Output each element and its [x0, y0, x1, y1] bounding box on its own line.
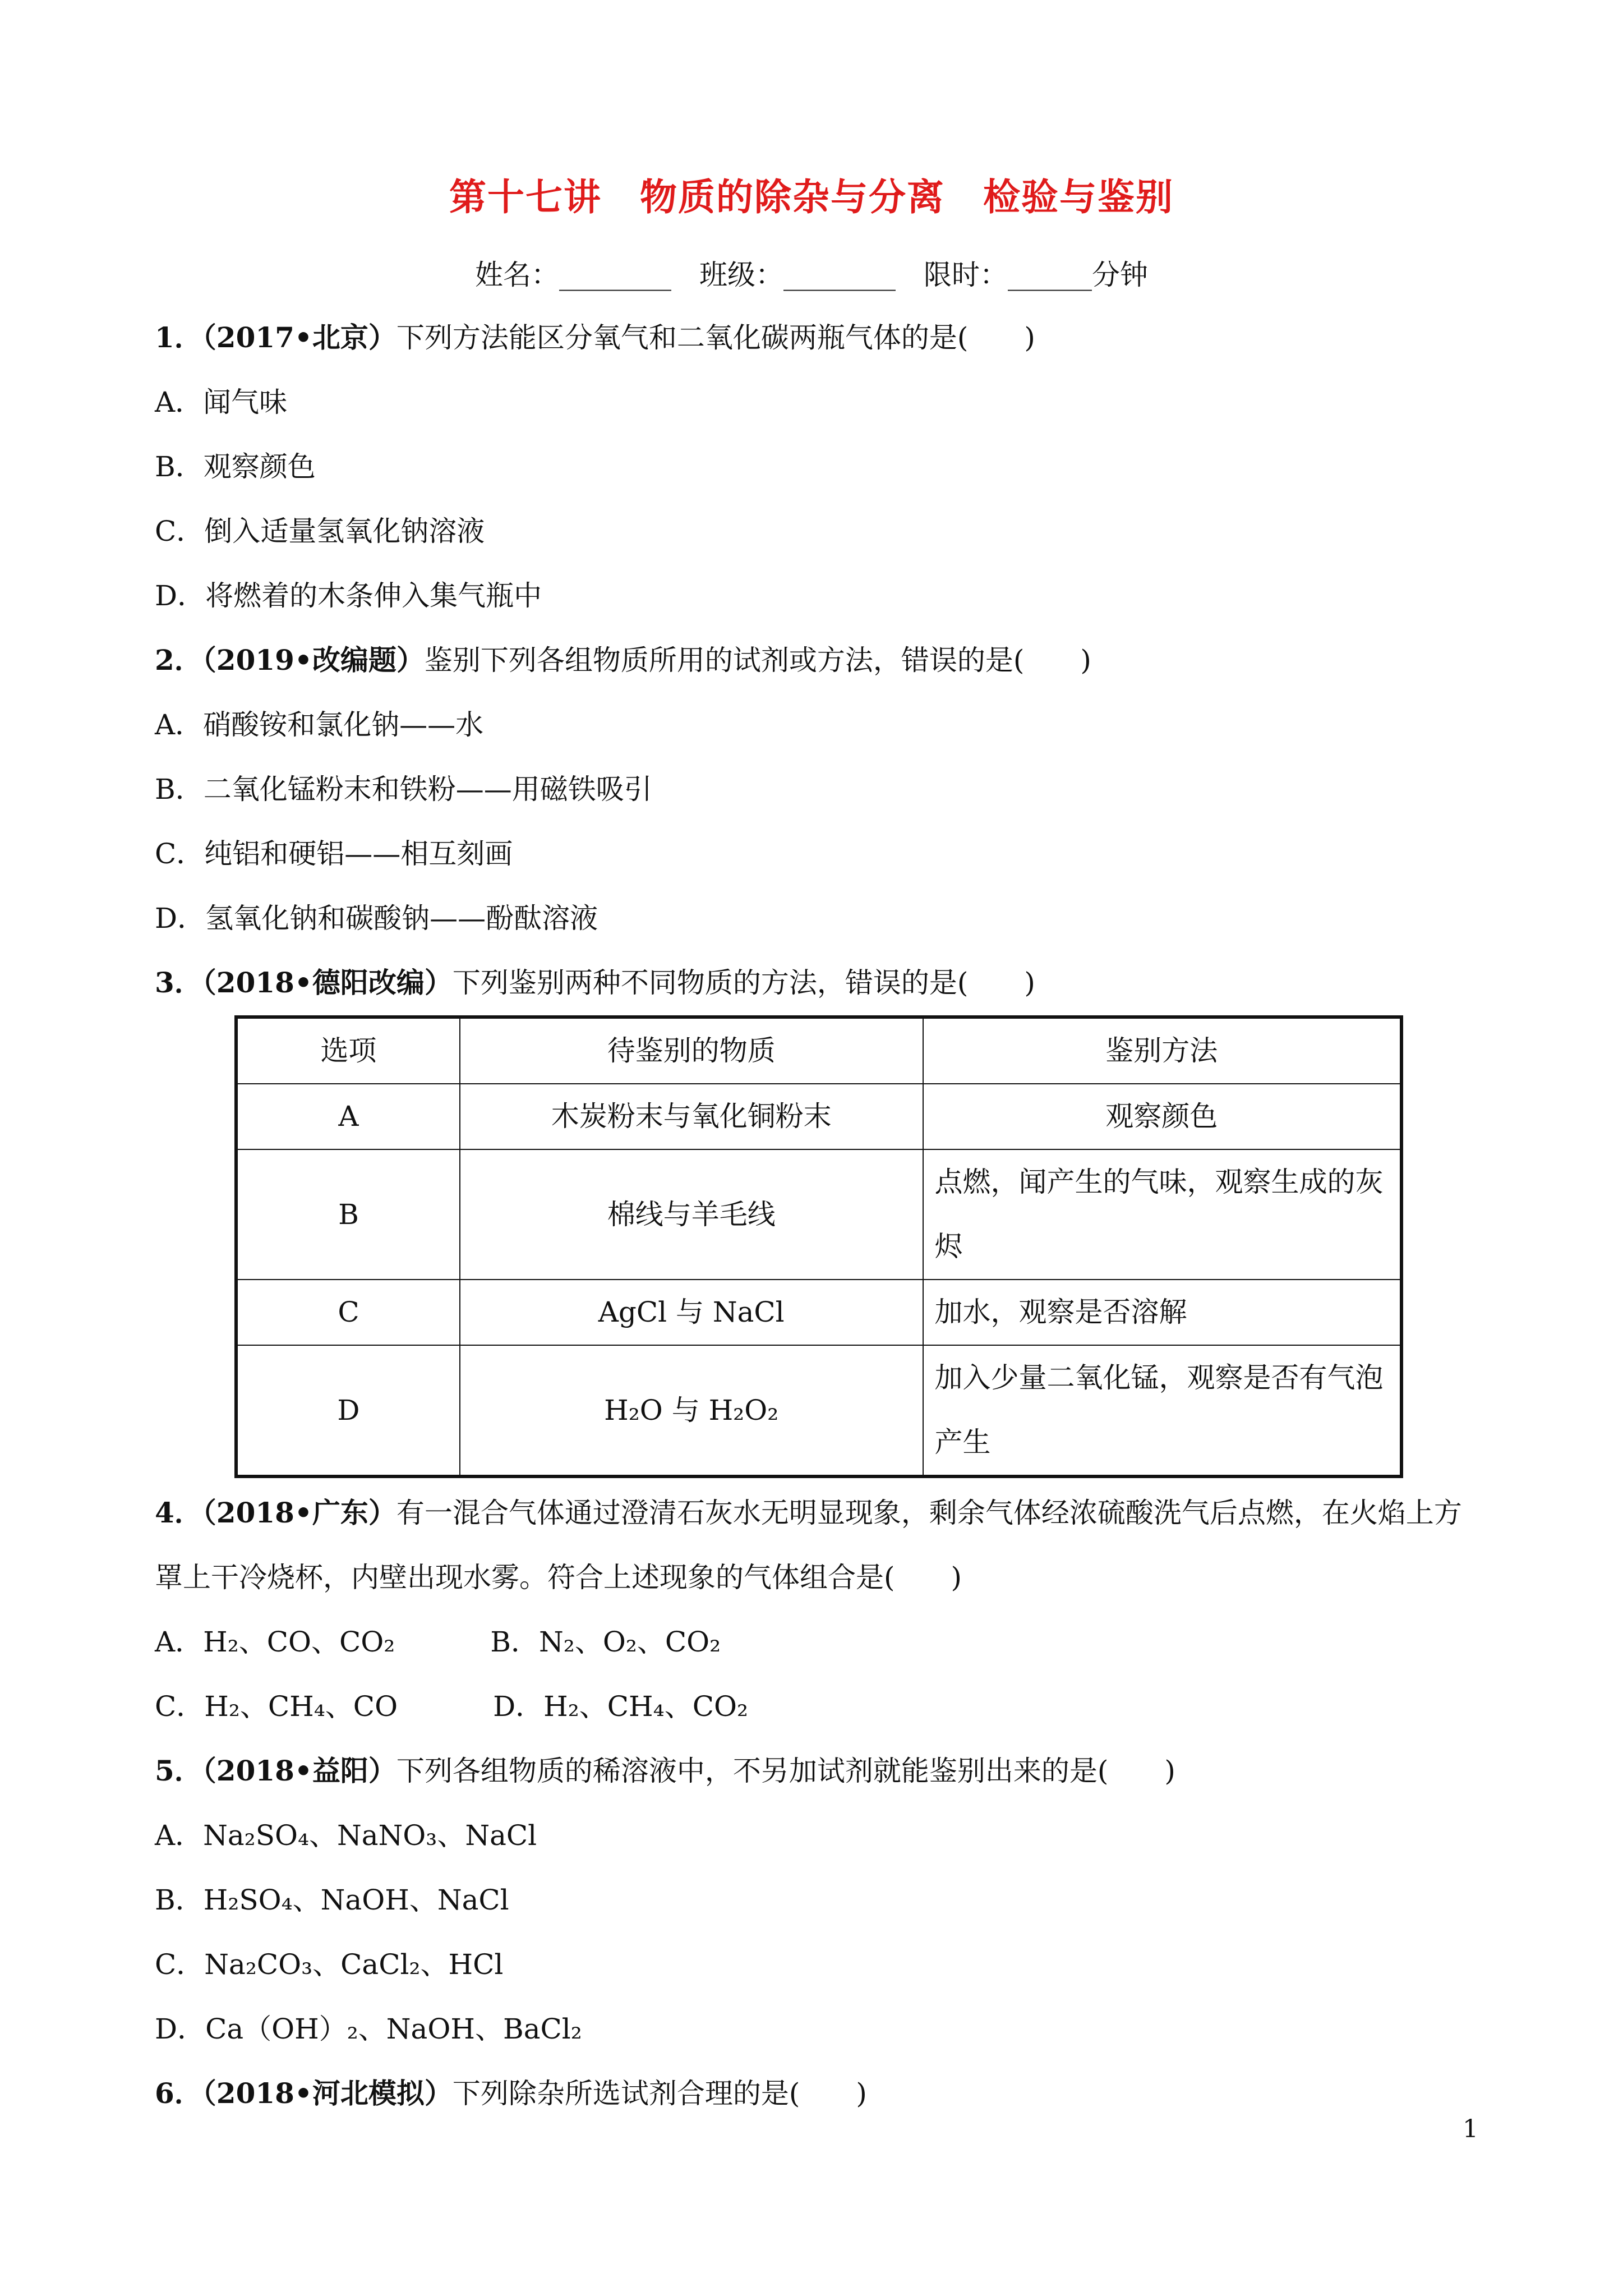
- table-cell: 加入少量二氧化锰，观察是否有气泡产生: [923, 1345, 1401, 1476]
- header-cell: 待鉴别的物质: [460, 1017, 923, 1084]
- table-row: [236, 1280, 1401, 1345]
- option-row: [155, 1624, 721, 1660]
- option-d: D．将燃着的木条伸入集气瓶中: [155, 579, 542, 612]
- question-stem: 下列除杂所选试剂合理的是( ): [452, 2077, 867, 2110]
- question-4: [155, 1495, 1462, 1531]
- option-d: D．Ca（OH）₂、NaOH、BaCl₂: [155, 2013, 582, 2045]
- question-source: （2018•益阳）: [202, 1754, 396, 1787]
- table-cell: 棉线与羊毛线: [460, 1149, 923, 1280]
- question-stem: 鉴别下列各组物质所用的试剂或方法，错误的是( ): [424, 644, 1091, 677]
- question-number: 3．: [155, 966, 202, 999]
- option-b: B．N₂、O₂、CO₂: [490, 1626, 721, 1658]
- question-number: 2．: [155, 643, 202, 677]
- question-1: [155, 320, 1035, 356]
- question-stem-line-2: 罩上干冷烧杯，内壁出现水雾。符合上述现象的气体组合是( ): [155, 1561, 962, 1594]
- question-stem: 下列各组物质的稀溶液中，不另加试剂就能鉴别出来的是( ): [396, 1755, 1175, 1787]
- question-6: [155, 2076, 867, 2111]
- option-a: A．硝酸铵和氯化钠——水: [155, 708, 484, 741]
- question-5: [155, 1753, 1175, 1789]
- option-row: [155, 1688, 748, 1724]
- table-cell: A: [236, 1084, 460, 1149]
- header-cell: 选项: [236, 1017, 460, 1084]
- table-cell: H₂O 与 H₂O₂: [460, 1345, 923, 1476]
- table-cell: AgCl 与 NaCl: [460, 1280, 923, 1345]
- question-number: 5．: [155, 1754, 202, 1787]
- table-cell: 加水，观察是否溶解: [923, 1280, 1401, 1345]
- option-c: C．倒入适量氢氧化钠溶液: [155, 515, 485, 547]
- option-d: D．氢氧化钠和碳酸钠——酚酞溶液: [155, 902, 598, 935]
- option-b: B．二氧化锰粉末和铁粉——用磁铁吸引: [155, 773, 652, 806]
- option-b: B．观察颜色: [155, 450, 316, 483]
- header-cell: 鉴别方法: [923, 1017, 1401, 1084]
- student-info-line: 姓名：________ 班级：________ 限时：______分钟: [475, 259, 1148, 291]
- question-2: [155, 642, 1091, 678]
- question-source: （2018•德阳改编）: [202, 966, 453, 999]
- table-row: [236, 1084, 1401, 1149]
- option-b: B．H₂SO₄、NaOH、NaCl: [155, 1884, 509, 1916]
- table-cell: C: [236, 1280, 460, 1345]
- question-source: （2018•广东）: [202, 1496, 396, 1529]
- question-3: [155, 965, 1035, 1001]
- table-cell: D: [236, 1345, 460, 1476]
- question-source: （2018•河北模拟）: [202, 2077, 453, 2110]
- option-c: C．H₂、CH₄、CO: [155, 1690, 398, 1723]
- question-source: （2019•改编题）: [202, 643, 425, 677]
- option-c: C．纯铝和硬铝——相互刻画: [155, 838, 513, 870]
- option-a: A．闻气味: [155, 386, 288, 418]
- option-d: D．H₂、CH₄、CO₂: [493, 1690, 748, 1723]
- question-source: （2017•北京）: [202, 321, 396, 354]
- question-stem-line-1: 有一混合气体通过澄清石灰水无明显现象，剩余气体经浓硫酸洗气后点燃，在火焰上方: [396, 1497, 1462, 1529]
- option-c: C．Na₂CO₃、CaCl₂、HCl: [155, 1948, 504, 1981]
- question-stem: 下列方法能区分氧气和二氧化碳两瓶气体的是( ): [396, 321, 1035, 354]
- question-number: 4．: [155, 1496, 202, 1529]
- question-stem: 下列鉴别两种不同物质的方法，错误的是( ): [452, 967, 1035, 999]
- table-header-row: [236, 1017, 1401, 1084]
- option-a: A．Na₂SO₄、NaNO₃、NaCl: [155, 1819, 537, 1852]
- table-row: [236, 1149, 1401, 1280]
- question-number: 1．: [155, 321, 202, 354]
- table-cell: 木炭粉末与氧化铜粉末: [460, 1084, 923, 1149]
- question-number: 6．: [155, 2077, 202, 2110]
- table-row: [236, 1345, 1401, 1476]
- table-cell: 观察颜色: [923, 1084, 1401, 1149]
- page-number: 1: [1463, 2115, 1478, 2143]
- table-cell: B: [236, 1149, 460, 1280]
- page-title: 第十七讲 物质的除杂与分离 检验与鉴别: [449, 175, 1174, 219]
- option-a: A．H₂、CO、CO₂: [155, 1626, 395, 1658]
- identification-table: [234, 1015, 1403, 1478]
- table-cell: 点燃，闻产生的气味，观察生成的灰烬: [923, 1149, 1401, 1280]
